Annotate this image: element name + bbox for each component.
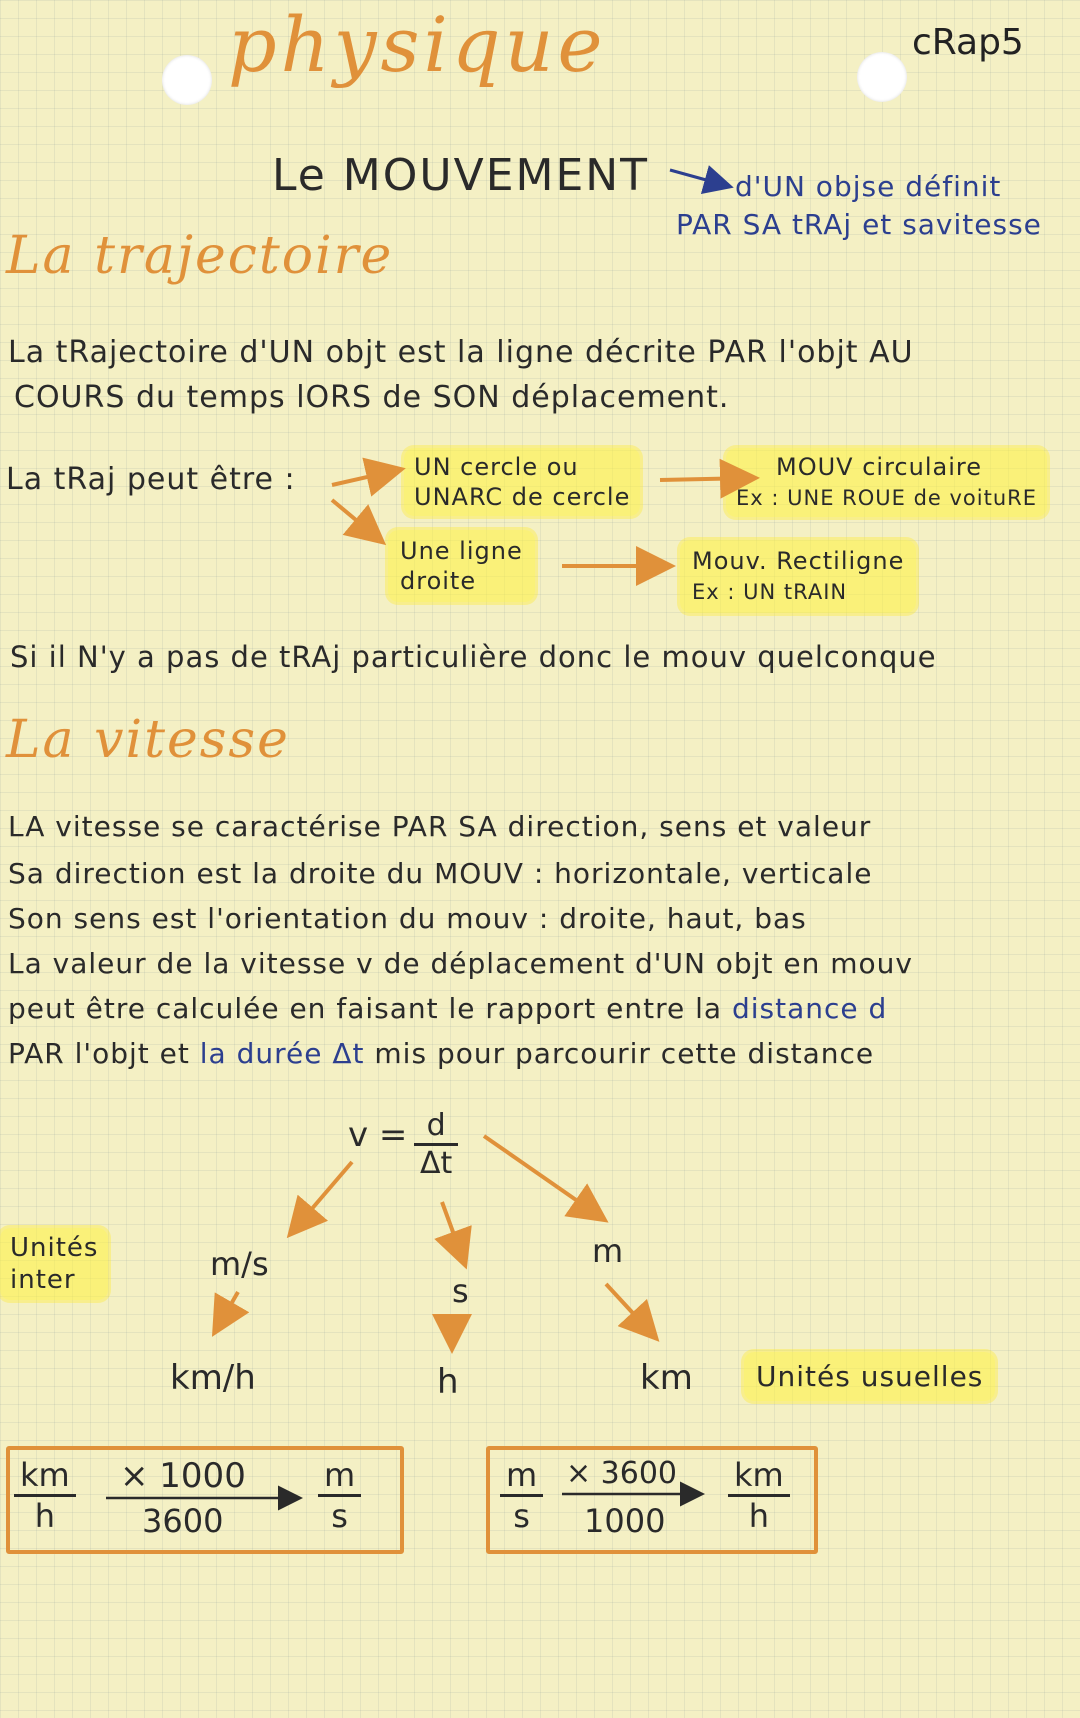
right-from-den: s <box>513 1497 530 1535</box>
side-note-line-2: PAR SA tRAj et savitesse <box>676 208 1042 241</box>
right-to-num: km <box>728 1456 790 1497</box>
unit-speed-usual: km/h <box>170 1358 256 1398</box>
page-title: physique <box>228 0 607 89</box>
unit-distance-usual: km <box>640 1358 693 1398</box>
side-note-arrow <box>670 170 728 186</box>
label-usual-units: Unités usuelles <box>744 1352 995 1401</box>
unit-speed-si: m/s <box>210 1245 269 1283</box>
chapter-label: cRap5 <box>912 22 1024 63</box>
unit-time-si: s <box>452 1272 469 1310</box>
trajectory-arrows <box>332 470 752 566</box>
trajectory-definition-line-1: La tRajectoire d'UN objt est la ligne décrite PAR l'objt AU <box>8 335 914 370</box>
option-line-line-2: droite <box>400 567 477 595</box>
speed-line-6-text-a: PAR l'objt et <box>8 1037 200 1070</box>
left-to-den: s <box>331 1497 348 1535</box>
speed-line-1: LA vitesse se caractérise PAR SA direction, sens et valeur <box>8 810 872 843</box>
label-international-line-1: Unités <box>10 1233 99 1263</box>
unit-distance-si: m <box>592 1232 624 1270</box>
result-circular-line-1: MOUV circulaire <box>776 453 982 481</box>
right-factor-num: × 3600 <box>566 1456 678 1491</box>
right-to-den: h <box>748 1497 769 1535</box>
conversion-arrows <box>106 1494 700 1498</box>
unit-time-usual: h <box>437 1362 459 1402</box>
trajectory-conclusion: Si il N'y a pas de tRAj particulière donc le mouv quelconque <box>10 640 937 674</box>
formula-lhs: v = <box>348 1115 408 1155</box>
section-heading-trajectoire: La trajectoire <box>6 226 394 286</box>
formula-denominator: Δt <box>420 1146 453 1181</box>
option-circle-line-2: UNARC de cercle <box>414 483 631 511</box>
result-rectilinear-line-2: Ex : UN tRAIN <box>692 580 848 604</box>
speed-line-6-text-b: mis pour parcourir cette distance <box>364 1037 875 1070</box>
trajectory-definition-line-2: COURS du temps lORS de SON déplacement. <box>14 380 730 415</box>
label-international-line-2: inter <box>10 1265 76 1295</box>
speed-line-5-text: peut être calculée en faisant le rapport entre la <box>8 992 732 1025</box>
speed-line-2: Sa direction est la droite du MOUV : horizontale, verticale <box>8 857 873 890</box>
left-factor-num: × 1000 <box>120 1456 246 1496</box>
left-to-num: m <box>318 1456 361 1497</box>
left-from-num: km <box>14 1456 76 1497</box>
option-line-line-1: Une ligne <box>400 537 523 565</box>
left-from-den: h <box>34 1497 55 1535</box>
left-factor-den: 3600 <box>142 1502 224 1540</box>
chapter-subtitle: Le MOUVEMENT <box>272 150 650 201</box>
option-circle-line-1: UN cercle ou <box>414 453 579 481</box>
result-circular-line-2: Ex : UNE ROUE de voituRE <box>736 486 1038 510</box>
speed-line-4: La valeur de la vitesse v de déplacement d'UN objt en mouv <box>8 947 913 980</box>
side-note-line-1: d'UN objse définit <box>735 170 1002 203</box>
section-heading-vitesse: La vitesse <box>6 710 290 770</box>
speed-line-3: Son sens est l'orientation du mouv : droite, haut, bas <box>8 902 807 935</box>
formula-numerator: d <box>414 1108 458 1146</box>
right-factor-den: 1000 <box>584 1502 666 1540</box>
distance-term: distance d <box>731 992 888 1025</box>
unit-arrows <box>216 1136 654 1346</box>
right-from-num: m <box>500 1456 543 1497</box>
result-rectilinear-line-1: Mouv. Rectiligne <box>692 547 905 575</box>
duration-term: la durée Δt <box>199 1037 365 1070</box>
trajectory-lead: La tRaj peut être : <box>6 462 296 497</box>
